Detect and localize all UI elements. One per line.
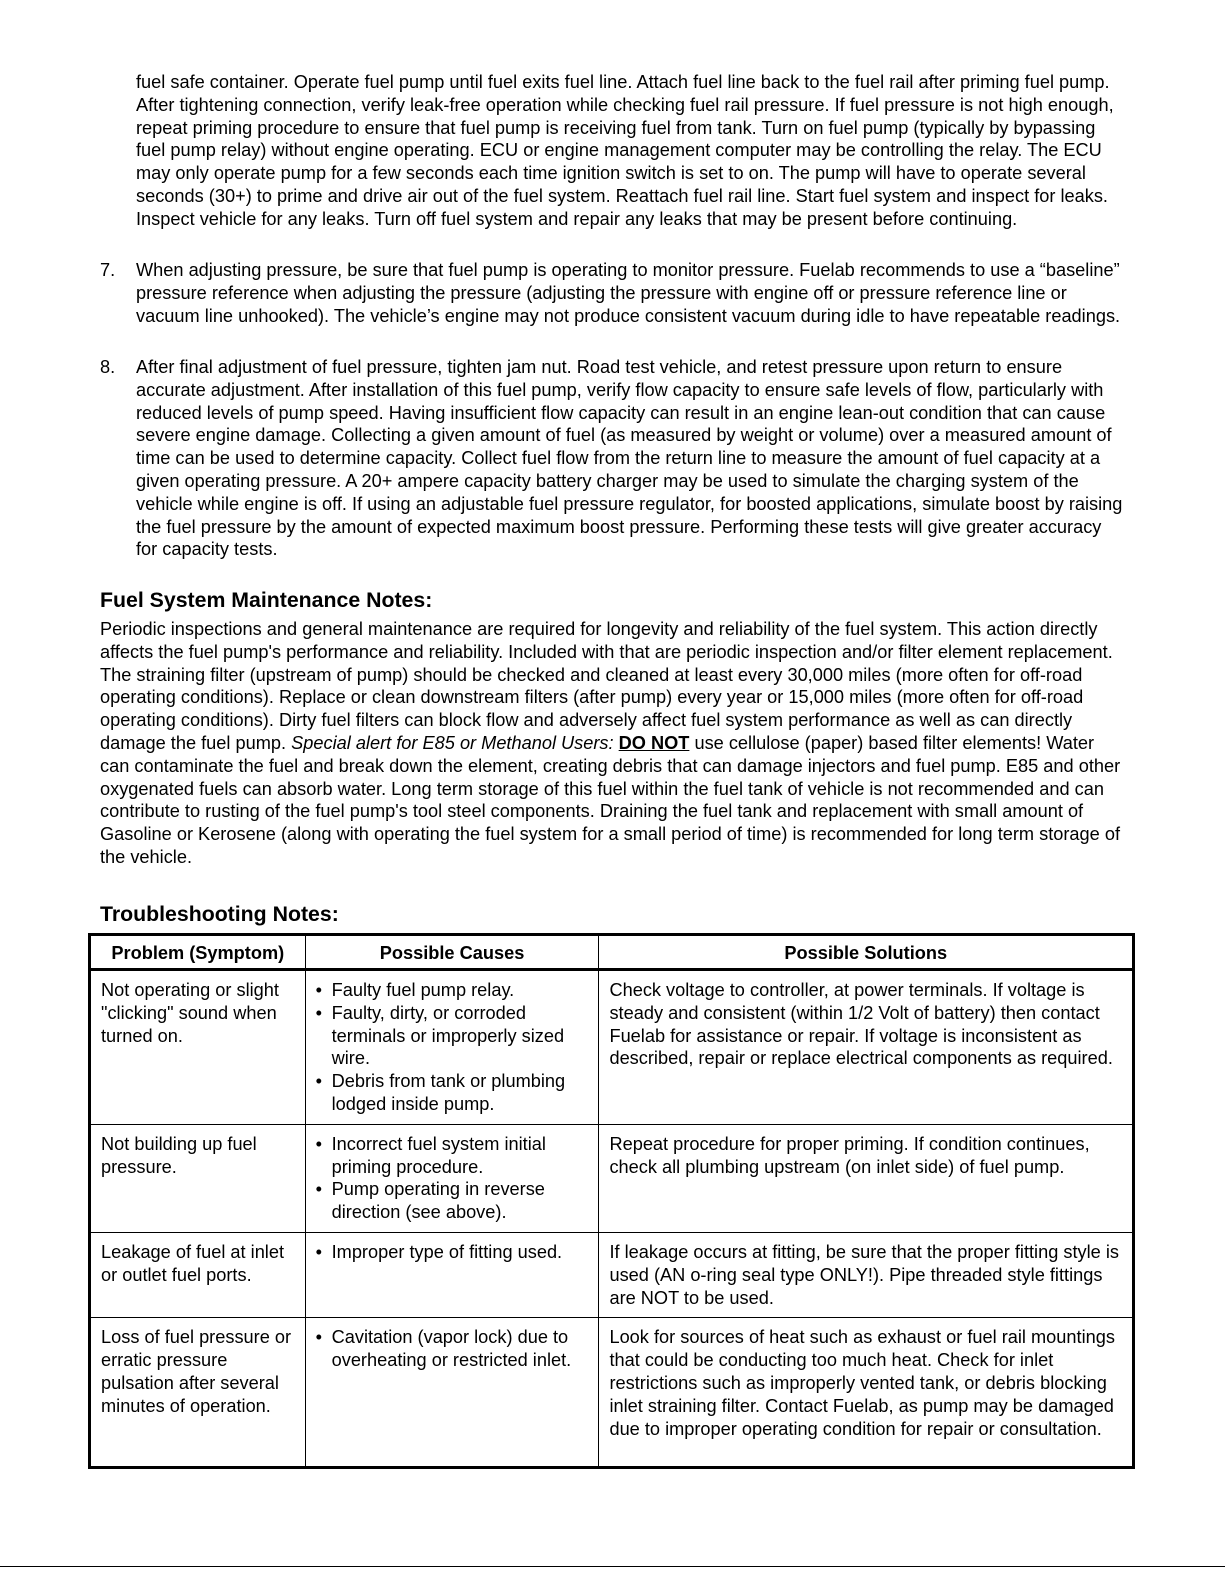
cause-item: • Debris from tank or plumbing lodged inside pump.: [314, 1070, 591, 1116]
troubleshooting-heading: Troubleshooting Notes:: [100, 902, 339, 926]
problem-cell: Loss of fuel pressure or erratic pressure pulsation after several minutes of operation.: [90, 1318, 306, 1468]
step-text: When adjusting pressure, be sure that fuel pump is operating to monitor pressure. Fuelab recommends to use a “baseline” pressure reference when adjusting the pressure (adjusting the pressure with engine off or pressure reference line or vacuum line unhooked). The vehicle’s engine may not produce consistent vacuum during idle to have repeatable readings.: [136, 260, 1121, 326]
column-header-solutions: Possible Solutions: [599, 935, 1134, 970]
cause-item: • Incorrect fuel system initial priming procedure.: [314, 1133, 591, 1179]
causes-cell: [305, 1232, 599, 1317]
causes-list: [314, 1326, 591, 1372]
causes-cell: [305, 970, 599, 1125]
causes-list: [314, 979, 591, 1116]
problem-cell: Not building up fuel pressure.: [90, 1124, 306, 1232]
solution-cell: Look for sources of heat such as exhaust or fuel rail mountings that could be conducting too much heat. Check for inlet restrictions such as improperly vented tank, or debris blocking inlet straining filter. Contact Fuelab, as pump may be damaged due to improper operating condition for repair or consultation.: [599, 1318, 1134, 1468]
step-number: 8.: [100, 357, 116, 377]
maintenance-paragraph: [100, 618, 1126, 869]
maintenance-heading: Fuel System Maintenance Notes:: [100, 588, 433, 612]
step-text: After final adjustment of fuel pressure, tighten jam nut. Road test vehicle, and retest pressure upon return to ensure accurate adjustment. After installation of this fuel pump, verify flow capacity to ensure safe levels of flow, particularly with reduced levels of pump speed. Having insufficient flow capacity can result in an engine lean-out condition that can cause severe engine damage. Collecting a given amount of fuel (as measured by weight or volume) over a measured amount of time can be used to determine capacity. Collect fuel flow from the return line to measure the amount of fuel capacity at a given operating pressure. A 20+ ampere capacity battery charger may be used to simulate the charging system of the vehicle while engine is off. If using an adjustable fuel pressure regulator, for boosted applications, simulate boost by raising the fuel pressure by the amount of expected maximum boost pressure. Performing these tests will give greater accuracy for capacity tests.: [136, 357, 1123, 560]
causes-cell: [305, 1124, 599, 1232]
column-header-causes: Possible Causes: [305, 935, 599, 970]
solution-cell: Repeat procedure for proper priming. If condition continues, check all plumbing upstream (on inlet side) of fuel pump.: [599, 1124, 1134, 1232]
troubleshooting-table: [88, 933, 1135, 1469]
solution-cell: Check voltage to controller, at power terminals. If voltage is steady and consistent (within 1/2 Volt of battery) then contact Fuelab for assistance or repair. If voltage is inconsistent as described, repair or replace electrical components as required.: [599, 970, 1134, 1125]
list-item-step-7: [100, 259, 1126, 327]
solution-cell: If leakage occurs at fitting, be sure that the proper fitting style is used (AN o-ring seal type ONLY!). Pipe threaded style fittings are NOT to be used.: [599, 1232, 1134, 1317]
cause-item: • Faulty, dirty, or corroded terminals or improperly sized wire.: [314, 1002, 591, 1070]
causes-cell: [305, 1318, 599, 1468]
step-number: 7.: [100, 260, 116, 280]
column-header-problem: Problem (Symptom): [90, 935, 306, 970]
continuation-paragraph: fuel safe container. Operate fuel pump until fuel exits fuel line. Attach fuel line back to the fuel rail after priming fuel pump. After tightening connection, verify leak-free operation while checking fuel rail pressure. If fuel pressure is not high enough, repeat priming procedure to ensure that fuel pump is receiving fuel from tank. Turn on fuel pump (typically by bypassing fuel pump relay) without engine operating. ECU or engine management computer may be controlling the relay. The ECU may only operate pump for a few seconds each time ignition switch is set to on. The pump will have to operate several seconds (30+) to prime and drive air out of the fuel system. Reattach fuel rail line. Start fuel system and inspect for leaks. Inspect vehicle for any leaks. Turn off fuel system and repair any leaks that may be present before continuing.: [136, 72, 1114, 229]
list-item-step-8: [100, 356, 1126, 561]
problem-cell: Leakage of fuel at inlet or outlet fuel ports.: [90, 1232, 306, 1317]
maintenance-text-part2: use cellulose (paper) based filter elements! Water can contaminate the fuel and break down the element, creating debris that can damage injectors and fuel pump. E85 and other oxygenated fuels can absorb water. Long term storage of this fuel within the fuel tank of vehicle is not recommended and can contribute to rusting of the fuel pump's tool steel components. Draining the fuel tank and replacement with small amount of Gasoline or Kerosene (along with operating the fuel system for a small period of time) is recommended for long term storage of the vehicle.: [100, 732, 1121, 867]
causes-list: [314, 1241, 591, 1264]
maintenance-text-part1: Periodic inspections and general maintenance are required for longevity and reliability of the fuel system. This action directly affects the fuel pump's performance and reliability. Included with that are periodic inspection and/or filter element replacement. The straining filter (upstream of pump) should be checked and cleaned at least every 30,000 miles (more often for off-road operating conditions). Replace or clean downstream filters (after pump) every year or 15,000 miles (more often for off-road operating conditions). Dirty fuel filters can block flow and adversely affect fuel system performance as well as can directly damage the fuel pump.: [100, 619, 1113, 753]
causes-list: [314, 1133, 591, 1224]
page-bottom-divider: [0, 1566, 1225, 1567]
table-row: [90, 970, 1134, 1125]
alert-label: Special alert for E85 or Methanol Users:: [291, 732, 614, 753]
cause-item: • Cavitation (vapor lock) due to overheating or restricted inlet.: [314, 1326, 591, 1372]
do-not-emphasis: DO NOT: [618, 732, 690, 753]
cause-item: • Faulty fuel pump relay.: [314, 979, 591, 1002]
table-row: [90, 1318, 1134, 1468]
cause-item: • Pump operating in reverse direction (see above).: [314, 1178, 591, 1224]
problem-cell: Not operating or slight "clicking" sound when turned on.: [90, 970, 306, 1125]
table-row: [90, 1124, 1134, 1232]
cause-item: • Improper type of fitting used.: [314, 1241, 591, 1264]
table-row: [90, 1232, 1134, 1317]
table-header-row: [90, 935, 1134, 970]
